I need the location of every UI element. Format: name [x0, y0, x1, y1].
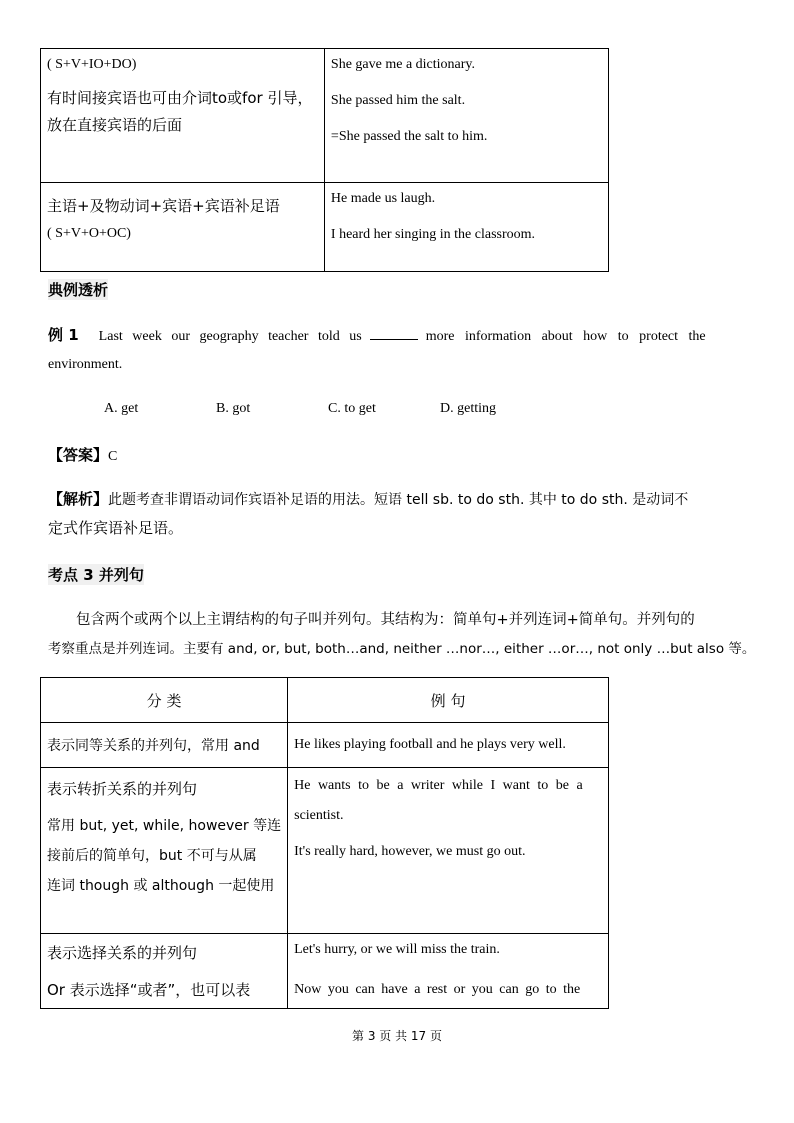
answer-value: C: [108, 449, 118, 464]
table-header-row: [41, 678, 609, 723]
table-row: [41, 49, 609, 183]
coordinate-sentence-table: [40, 677, 609, 1009]
table-cell: [41, 768, 288, 934]
example-sentence: Now you can have a rest or you can go to the: [294, 982, 581, 997]
header-example: 例 句: [288, 678, 609, 723]
example-sentence: He wants to be a writer while I want to be a: [294, 778, 583, 793]
table-cell: [324, 49, 608, 183]
paragraph-line: 考察重点是并列连词。主要有 and, or, but, both…and, neither …nor…, either …or…, not only …but also 等。: [48, 641, 756, 657]
category-text: 接前后的简单句，but 不可与从属: [47, 848, 257, 864]
structure-note: 有时间接宾语也可由介词to或for 引导，: [47, 89, 313, 107]
table-cell: [41, 183, 325, 272]
category-text: 连词 though 或 although 一起使用: [47, 878, 275, 894]
table-cell: [41, 934, 288, 1009]
section-heading: 考点 3 并列句: [48, 566, 144, 584]
question-stem-end: environment.: [48, 357, 123, 372]
category-text: 表示选择关系的并列句: [47, 944, 198, 962]
category-text: Or 表示选择“或者”，也可以表: [47, 981, 251, 999]
question-stem-cont: more information about how to protect the: [425, 329, 706, 344]
answer-blank: [370, 327, 418, 340]
option-d: D. getting: [440, 401, 496, 416]
analysis-block: [48, 488, 748, 538]
question-stem: Last week our geography teacher told us: [98, 329, 362, 344]
structure-label: ( S+V+IO+DO): [47, 57, 137, 72]
example-question: [48, 324, 746, 373]
category-text: 表示转折关系的并列句: [47, 780, 198, 798]
table-row: [41, 934, 609, 1009]
header-category: 分 类: [41, 678, 288, 723]
table-cell: [41, 723, 288, 768]
table-cell: [41, 49, 325, 183]
answer-label: 【答案】: [48, 446, 109, 464]
example-number: 例 1: [48, 326, 79, 344]
table-cell: [324, 183, 608, 272]
table-row: [41, 723, 609, 768]
example-sentence: She gave me a dictionary.: [330, 57, 476, 72]
category-text: 常用 but, yet, while, however 等连: [47, 818, 282, 834]
section-paragraph: [48, 608, 756, 657]
paragraph-line: 包含两个或两个以上主谓结构的句子叫并列句。其结构为：简单句+并列连词+简单句。并列句的: [76, 612, 695, 628]
example-sentence: He made us laugh.: [330, 191, 436, 206]
example-heading: 典例透析: [48, 281, 109, 299]
option-c: C. to get: [328, 401, 376, 416]
option-a: A. get: [104, 401, 139, 416]
page-number: 第 3 页 共 17 页: [352, 1029, 442, 1043]
analysis-text: 定式作宾语补足语。: [48, 519, 184, 537]
analysis-text: 此题考查非谓语动词作宾语补足语的用法。短语 tell sb. to do sth. 其中 to do sth. 是动词不: [108, 492, 689, 508]
answer-line: [48, 444, 117, 465]
grammar-table-top: [40, 48, 609, 272]
category-text: 表示同等关系的并列句，常用 and: [47, 738, 260, 754]
example-sentence: He likes playing football and he plays very well.: [294, 737, 566, 752]
table-cell: [288, 934, 609, 1009]
example-sentence: scientist.: [294, 808, 344, 823]
table-row: [41, 768, 609, 934]
example-sentence: I heard her singing in the classroom.: [330, 227, 536, 242]
table-cell: [288, 723, 609, 768]
example-sentence: It's really hard, however, we must go out.: [294, 844, 526, 859]
table-cell: [288, 768, 609, 934]
structure-label: 主语+及物动词+宾语+宾语补足语: [47, 197, 280, 215]
example-sentence: =She passed the salt to him.: [330, 129, 488, 144]
options-row: [104, 401, 524, 421]
option-b: B. got: [216, 401, 251, 416]
structure-formula: ( S+V+O+OC): [47, 226, 131, 241]
table-row: [41, 183, 609, 272]
example-sentence: Let's hurry, or we will miss the train.: [294, 942, 500, 957]
example-sentence: She passed him the salt.: [330, 93, 466, 108]
analysis-label: 【解析】: [48, 490, 109, 508]
structure-note: 放在直接宾语的后面: [47, 116, 183, 134]
